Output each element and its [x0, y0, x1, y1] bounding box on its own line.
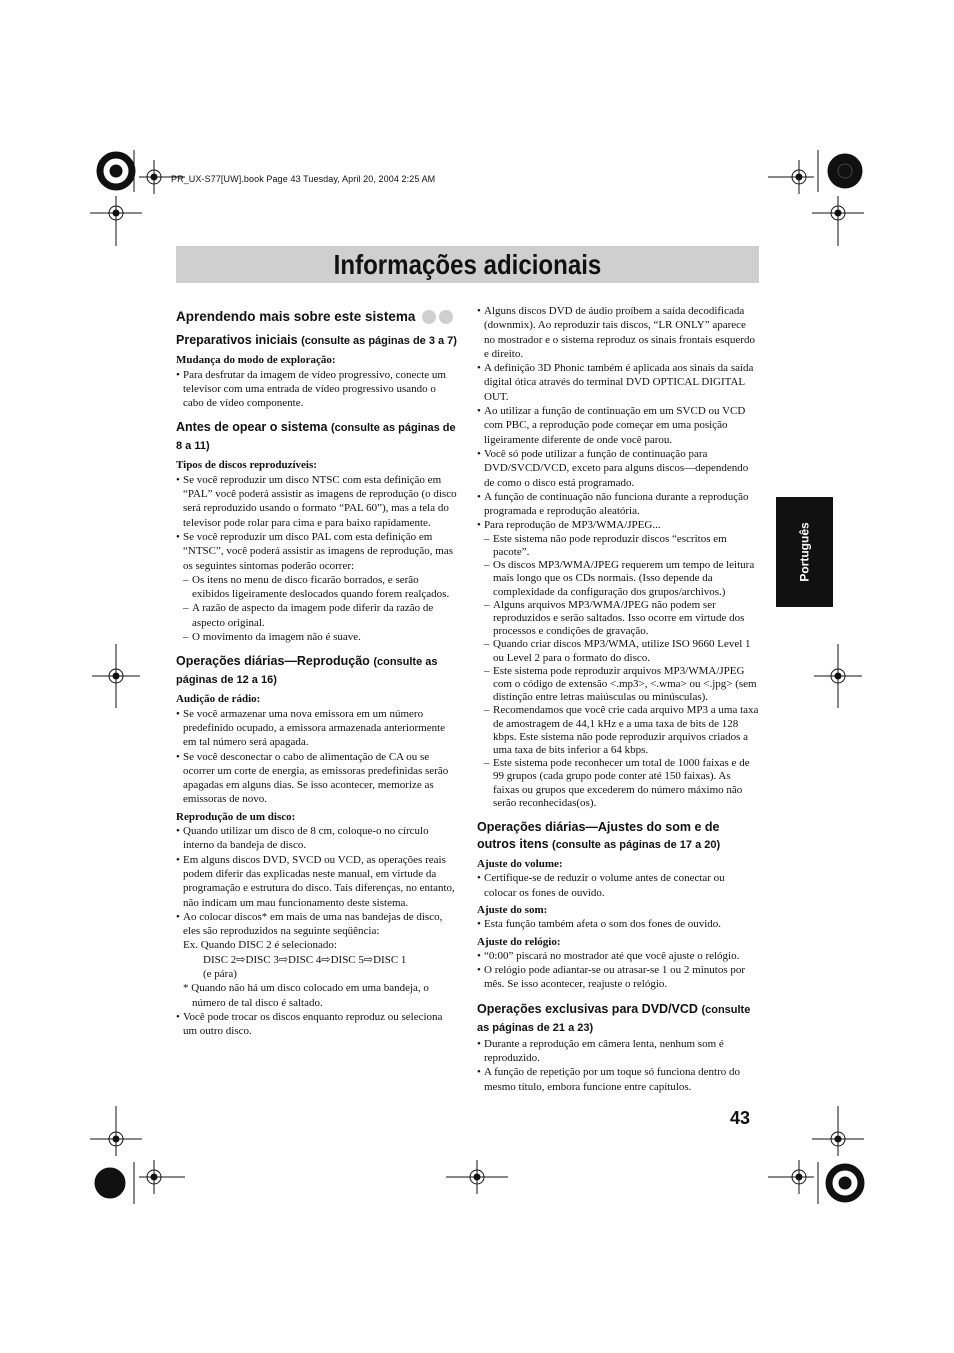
bullet-item: • Alguns discos DVD de áudio proíbem a saída decodificada (downmix). Ao reproduzir tais discos, “LR ONLY” aparece no mostrador e o sistema reproduz os sinais frontais esquerdo e direito.	[477, 304, 759, 361]
subheading-dvd-vcd	[477, 1001, 759, 1037]
language-tab-text: Português	[797, 522, 812, 582]
bullet-item: • A definição 3D Phonic também é aplicada aos sinais da saída digital ótica através do terminal DVD OPTICAL DIGITAL OUT.	[477, 361, 759, 404]
minor-heading: Reprodução de um disco:	[176, 810, 296, 823]
print-header: PR_UX-S77[UW].book Page 43 Tuesday, April 20, 2004 2:25 AM	[171, 174, 436, 184]
subheading-antes	[176, 419, 458, 455]
page-reference: (consulte as páginas de 3 a 7)	[301, 335, 457, 348]
dash-item: – Quando criar discos MP3/WMA, utilize ISO 9660 Level 1 ou Level 2 para o formato do disco.	[477, 638, 759, 664]
dash-item: – Os itens no menu de disco ficarão borrados, e serão exibidos ligeiramente deslocados quando forem realçados.	[176, 573, 458, 602]
bullet-item: • “0:00” piscará no mostrador até que você ajuste o relógio.	[477, 949, 759, 963]
bullet-item: • A função de continuação não funciona durante a reprodução programada e reprodução aleatória.	[477, 490, 759, 519]
bullet-item: • Você pode trocar os discos enquanto reproduz ou seleciona um outro disco.	[176, 1010, 458, 1039]
language-tab-label	[776, 497, 833, 607]
section-heading	[176, 310, 458, 324]
dash-item: – Este sistema pode reproduzir arquivos MP3/WMA/JPEG com o código de extensão <.mp3>, <.wma> ou <.jpg> (sem distinção entre letras maiúsculas ou minúsculas).	[477, 665, 759, 705]
bullet-item: • Durante a reprodução em câmera lenta, nenhum som é reproduzido.	[477, 1037, 759, 1066]
bullet-item: • Para desfrutar da imagem de vídeo progressivo, conecte um televisor com uma entrada de vídeo progressivo usando o cabo de vídeo componente.	[176, 368, 458, 411]
bullet-item: • Em alguns discos DVD, SVCD ou VCD, as operações reais podem diferir das explicadas neste manual, em virtude da programação e estrutura do disco. Tais diferenças, no entanto, não indicam um mau funcionamento deste sistema.	[176, 853, 458, 910]
example-end: (e pára)	[203, 967, 237, 980]
dash-item: – Este sistema pode reconhecer um total de 1000 faixas e de 99 grupos (cada grupo pode conter até 150 faixas). As faixas ou grupos que excederem do número máximo não serão reconhecidas(os).	[477, 757, 759, 810]
bullet-item: • Se você desconectar o cabo de alimentação de CA ou se ocorrer um corte de energia, as emissoras predefinidas serão apagadas em alguns dias. Se isso acontecer, memorize as emissoras de novo.	[176, 750, 458, 807]
bullet-item: • Ao utilizar a função de continuação em um SVCD ou VCD com PBC, a reprodução pode começar em uma posição ligeiramente diferente de onde você parou.	[477, 404, 759, 447]
dash-item: – Alguns arquivos MP3/WMA/JPEG não podem ser reproduzidos e serão saltados. Isso ocorre em virtude dos processos e condições de gravação.	[477, 599, 759, 639]
bullet-item: • Ao colocar discos* em mais de uma nas bandejas de disco, eles são reproduzidos na seguinte seqüência:	[176, 910, 458, 939]
asterisk-note: * Quando não há um disco colocado em uma bandeja, o número de tal disco é saltado.	[183, 982, 429, 1009]
subheading-ajustes	[477, 819, 759, 854]
page-reference: (consulte as páginas de 8 a 11)	[176, 422, 456, 453]
page-number: 43	[730, 1108, 751, 1128]
dash-item: – Os discos MP3/WMA/JPEG requerem um tempo de leitura mais longo que os CDs normais. (Isso depende da complexidade da configuração dos grupos/archivos.)	[477, 559, 759, 599]
subheading-preparativos	[176, 332, 458, 350]
example-intro: Ex. Quando DISC 2 é selecionado:	[183, 939, 337, 952]
subheading-title: Operações diárias—Reprodução	[176, 654, 370, 669]
bullet-item: • Se você reproduzir um disco NTSC com esta definição em “PAL” você poderá assistir as imagens de reprodução (o disco será reproduzido usando o formato “PAL 60”), mas a tela do televisor pode rolar para cima e para baixo rapidamente.	[176, 473, 458, 530]
minor-heading: Tipos de discos reproduzíveis:	[176, 459, 317, 472]
bullet-item: • Se você armazenar uma nova emissora em um número predefinido ocupado, a emissora armazenada anteriormente em tal número será apagada.	[176, 707, 458, 750]
section-heading-text: Aprendendo mais sobre este sistema	[176, 309, 416, 324]
bullet-item: • Para reprodução de MP3/WMA/JPEG...	[477, 518, 759, 532]
minor-heading: Ajuste do relógio:	[477, 935, 561, 948]
page-reference: (consulte as páginas de 12 a 16)	[176, 656, 438, 687]
page-title: Informações adicionais	[333, 248, 602, 280]
minor-heading: Ajuste do volume:	[477, 858, 563, 871]
example-sequence: DISC 2⇨DISC 3⇨DISC 4⇨DISC 5⇨DISC 1	[203, 953, 407, 966]
dash-item: – A razão de aspecto da imagem pode diferir da razão de aspecto original.	[176, 601, 458, 630]
left-column	[176, 310, 458, 1038]
heading-dots	[419, 310, 453, 324]
bullet-item: • Esta função também afeta o som dos fones de ouvido.	[477, 917, 759, 931]
subheading-title: Preparativos iniciais	[176, 333, 298, 348]
subheading-title: Operações exclusivas para DVD/VCD	[477, 1001, 698, 1016]
bullet-item: • A função de repetição por um toque só funciona dentro do mesmo título, embora funcione entre capítulos.	[477, 1065, 759, 1094]
bullet-item: • Quando utilizar um disco de 8 cm, coloque-o no círculo interno da bandeja de disco.	[176, 824, 458, 853]
subheading-title: Operações diárias—Ajustes do som e de outros itens	[477, 820, 720, 852]
right-column	[477, 304, 759, 1094]
minor-heading: Mudança do modo de exploração:	[176, 354, 336, 367]
bullet-item: • O relógio pode adiantar-se ou atrasar-se 1 ou 2 minutos por mês. Se isso acontecer, reajuste o relógio.	[477, 963, 759, 992]
page-reference: (consulte as páginas de 21 a 23)	[477, 1003, 751, 1034]
bullet-item: • Certifique-se de reduzir o volume antes de conectar ou colocar os fones de ouvido.	[477, 871, 759, 900]
subheading-reproducao	[176, 653, 458, 689]
dash-item: – Recomendamos que você crie cada arquivo MP3 a uma taxa de amostragem de 44,1 kHz e a uma taxa de bits de 128 kbps. Este sistema não pode reproduzir arquivos criados a uma taxa de bits inferior a 64 kbps.	[477, 704, 759, 757]
bullet-item: • Você só pode utilizar a função de continuação para DVD/SVCD/VCD, exceto para alguns discos—dependendo de como o disco está programado.	[477, 447, 759, 490]
bullet-item: • Se você reproduzir um disco PAL com esta definição em “NTSC”, você poderá assistir as imagens de reprodução, mas os seguintes sintomas poderão ocorrer:	[176, 530, 458, 573]
dash-item: – O movimento da imagem não é suave.	[176, 630, 458, 644]
minor-heading: Ajuste do som:	[477, 903, 548, 916]
subheading-title: Antes de opear o sistema	[176, 420, 328, 435]
minor-heading: Audição de rádio:	[176, 693, 261, 706]
dash-item: – Este sistema não pode reproduzir discos “escritos em pacote”.	[477, 533, 759, 559]
page-reference: (consulte as páginas de 17 a 20)	[552, 839, 721, 852]
